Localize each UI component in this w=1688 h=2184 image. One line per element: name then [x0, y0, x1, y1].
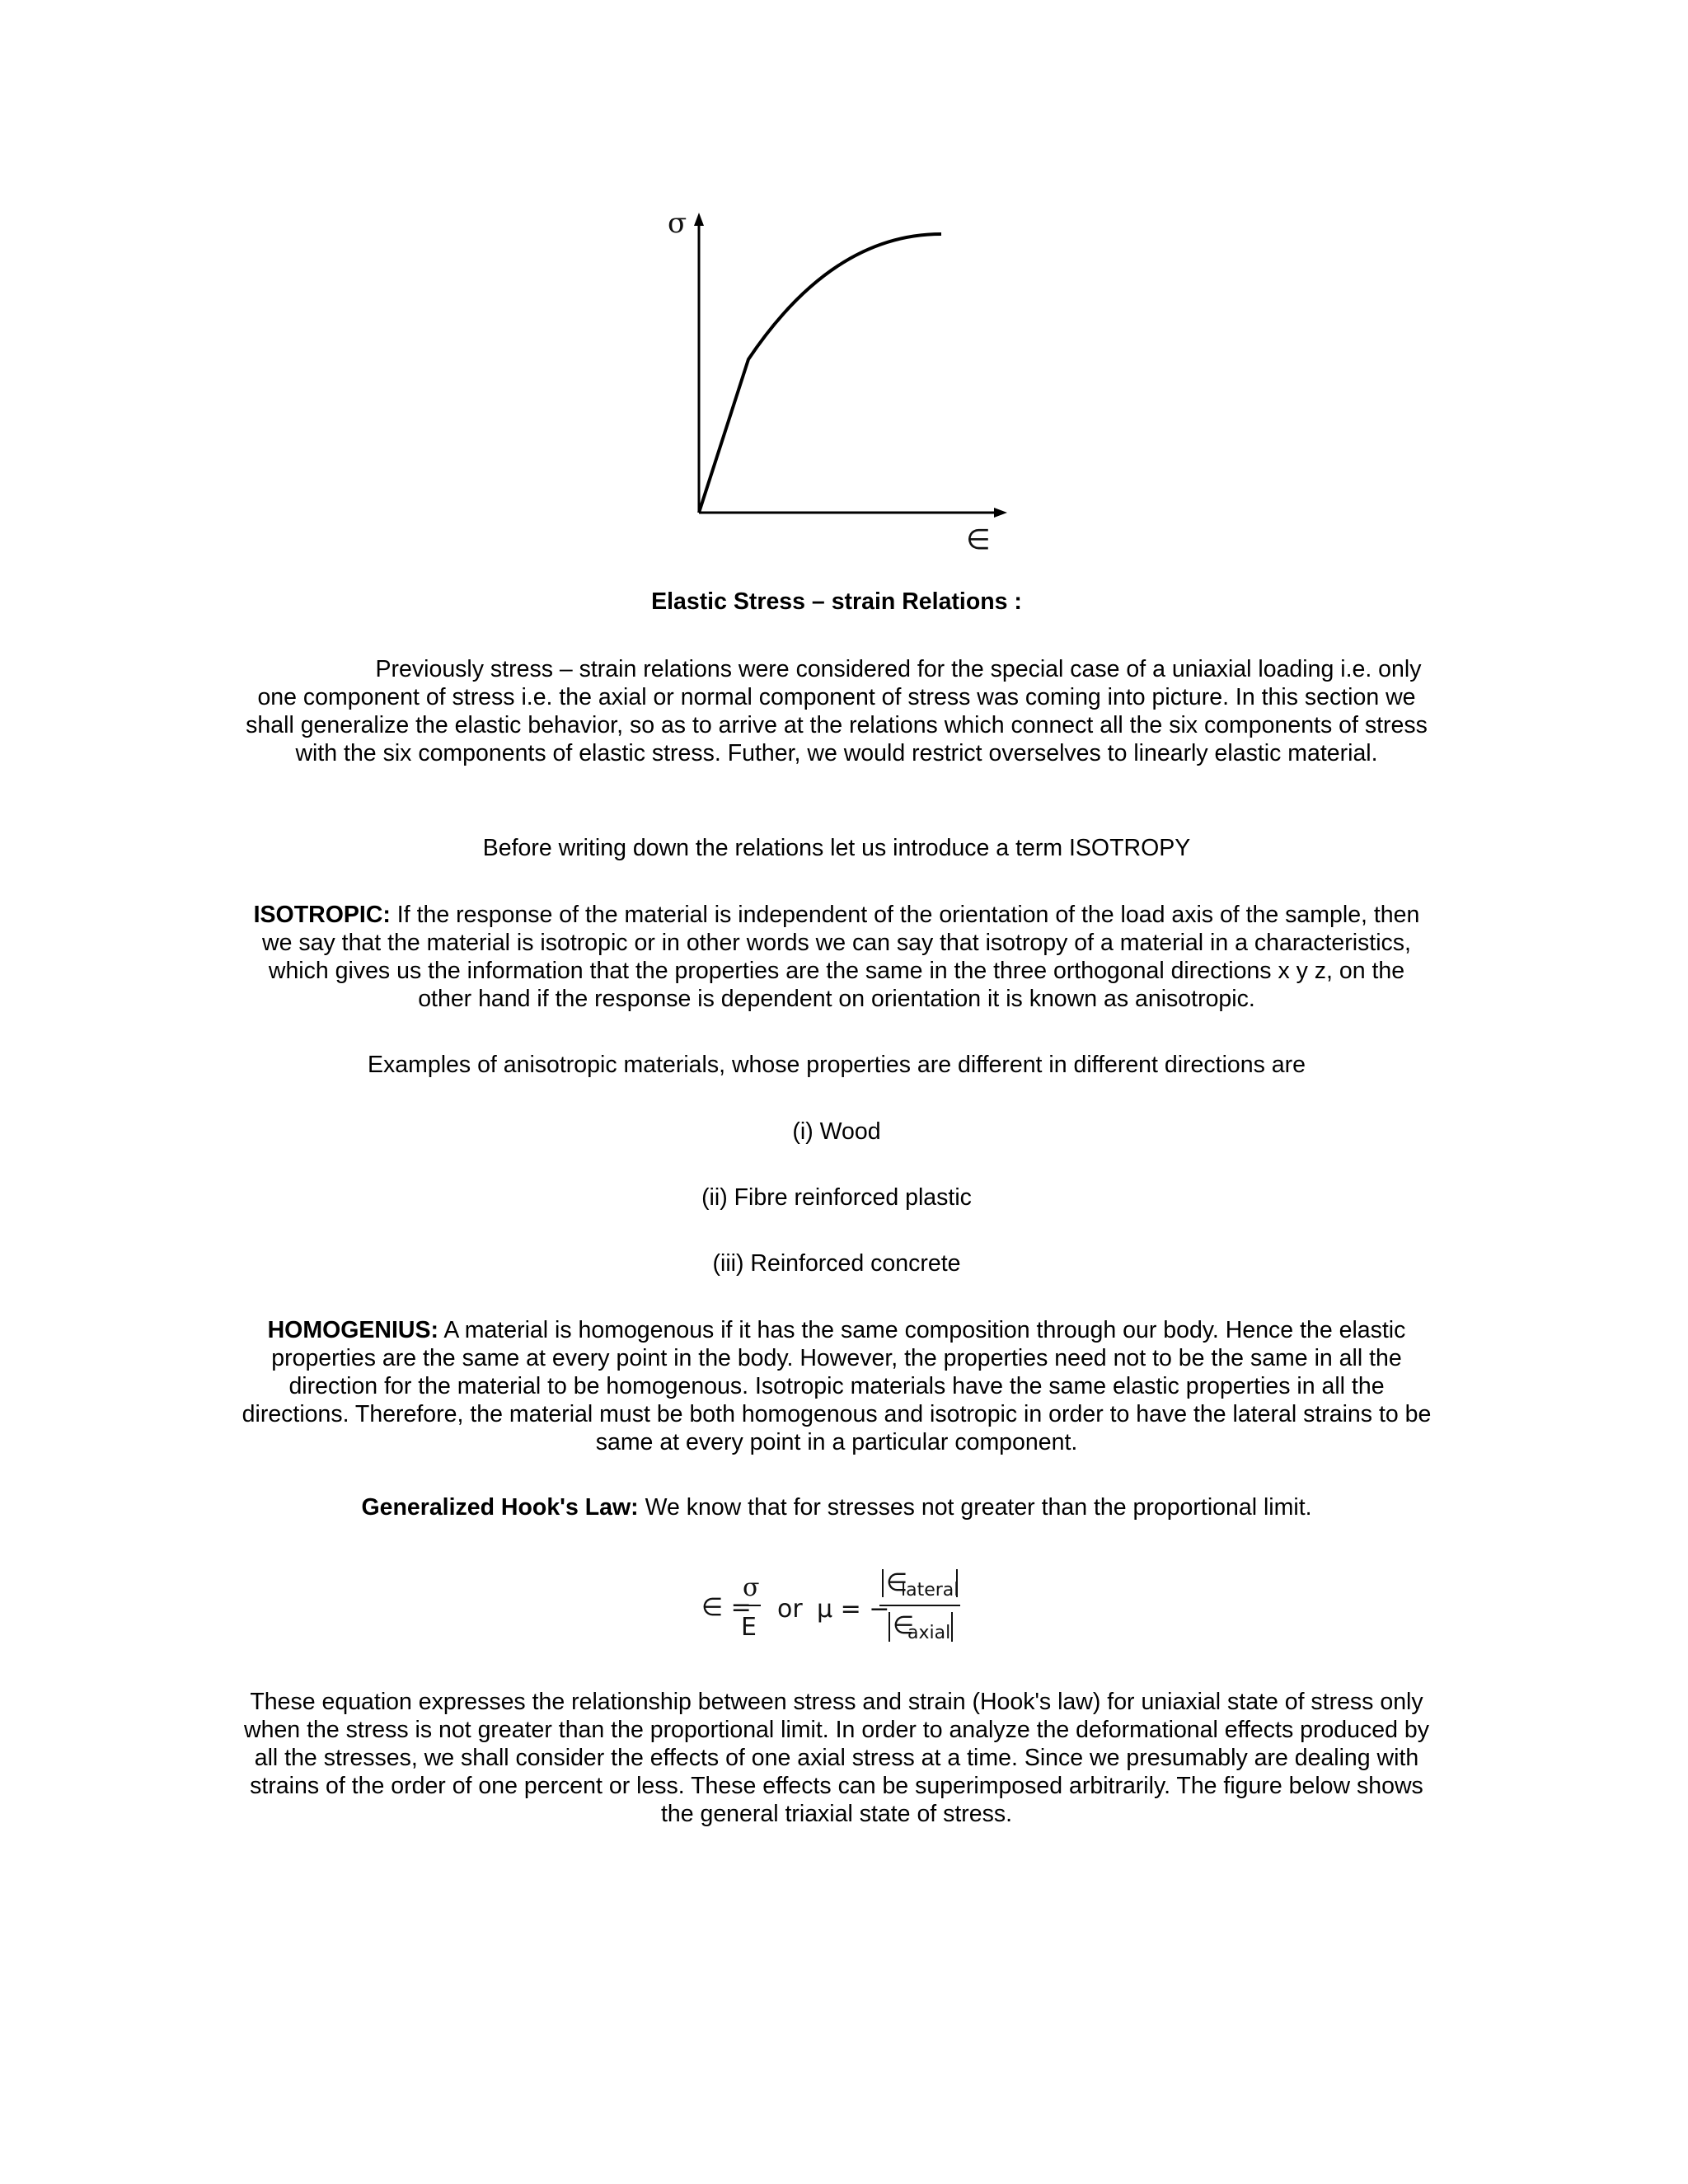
y-axis-symbol: σ — [668, 207, 687, 240]
x-axis-symbol: ∈ — [966, 523, 991, 556]
example-item: (ii) Fibre reinforced plastic — [701, 1184, 972, 1211]
y-axis-arrowhead — [694, 213, 704, 226]
equation-numerator-sigma: σ — [743, 1573, 760, 1602]
section-title: Elastic Stress – strain Relations : — [651, 588, 1022, 615]
numerator-subscript: lateral — [901, 1580, 959, 1601]
hooke-term: Generalized Hook's Law: — [361, 1494, 639, 1521]
denominator-epsilon: ∈ — [893, 1611, 915, 1640]
examples-intro: Examples of anisotropic materials, whose properties are different in different directions are — [368, 1052, 1306, 1078]
intro-paragraph: Previously stress – strain relations were considered for the special case of a uniaxial loading i.e. only one component of stress i.e. the axial or normal component of stress was coming into picture. In this section we shall generalize the elastic behavior, so as to arrive at the relations which connect all the six components of stress with the six components of elastic stress. Futher, we would restrict overselves to linearly elastic material. — [246, 656, 1428, 766]
isotropic-definition: If the response of the material is independent of the orientation of the load axis of the sample, then we say that the material is isotropic or in other words we can say that isotropy of a material in a characteristics, which gives us the information that the properties are the same in the three orthogonal directions x y z, on the other hand if the response is dependent on orientation it is known as anisotropic. — [262, 902, 1420, 1012]
isotropic-paragraph — [239, 901, 1434, 1013]
isotropy-intro: Before writing down the relations let us introduce a term ISOTROPY — [482, 835, 1191, 861]
equation-lhs: ∈ = — [701, 1593, 752, 1622]
equation-denominator-e: E — [741, 1613, 757, 1642]
homogenius-term: HOMOGENIUS: — [267, 1317, 439, 1343]
homogenius-definition: A material is homogenous if it has the same composition through our body. Hence the elastic properties are the same at every point in the body. However, the properties need not to be the same in all the direction for the material to be homogenous. Isotropic materials have the same elastic properties in all the directions. Therefore, the material must be both homogenous and isotropic in order to have the lateral strains to be same at every point in a particular component. — [241, 1317, 1432, 1455]
hooke-text: We know that for stresses not greater than the proportional limit. — [638, 1494, 1312, 1521]
equation-mu: μ = − — [817, 1595, 890, 1624]
example-item: (i) Wood — [792, 1118, 881, 1145]
isotropic-term: ISOTROPIC: — [253, 902, 391, 928]
example-item: (iii) Reinforced concrete — [712, 1250, 961, 1277]
stress-strain-curve — [699, 234, 941, 513]
denominator-subscript: axial — [907, 1623, 951, 1643]
equation-or: or — [777, 1595, 803, 1624]
stress-strain-curve-figure — [643, 198, 1039, 560]
numerator-epsilon: ∈ — [886, 1568, 908, 1597]
x-axis-arrowhead — [994, 508, 1007, 518]
homogenius-paragraph — [239, 1316, 1434, 1456]
hooke-equation — [696, 1558, 968, 1657]
closing-paragraph: These equation expresses the relationship between stress and strain (Hook's law) for uniaxial state of stress only when the stress is not greater than the proportional limit. In order to analyze the deformational effects produced by all the stresses, we shall consider the effects of one axial stress at a time. Since we presumably are dealing with strains of the order of one percent or less. These effects can be superimposed arbitrarily. The figure below shows the general triaxial state of stress. — [244, 1689, 1429, 1827]
hooke-paragraph — [239, 1493, 1434, 1521]
